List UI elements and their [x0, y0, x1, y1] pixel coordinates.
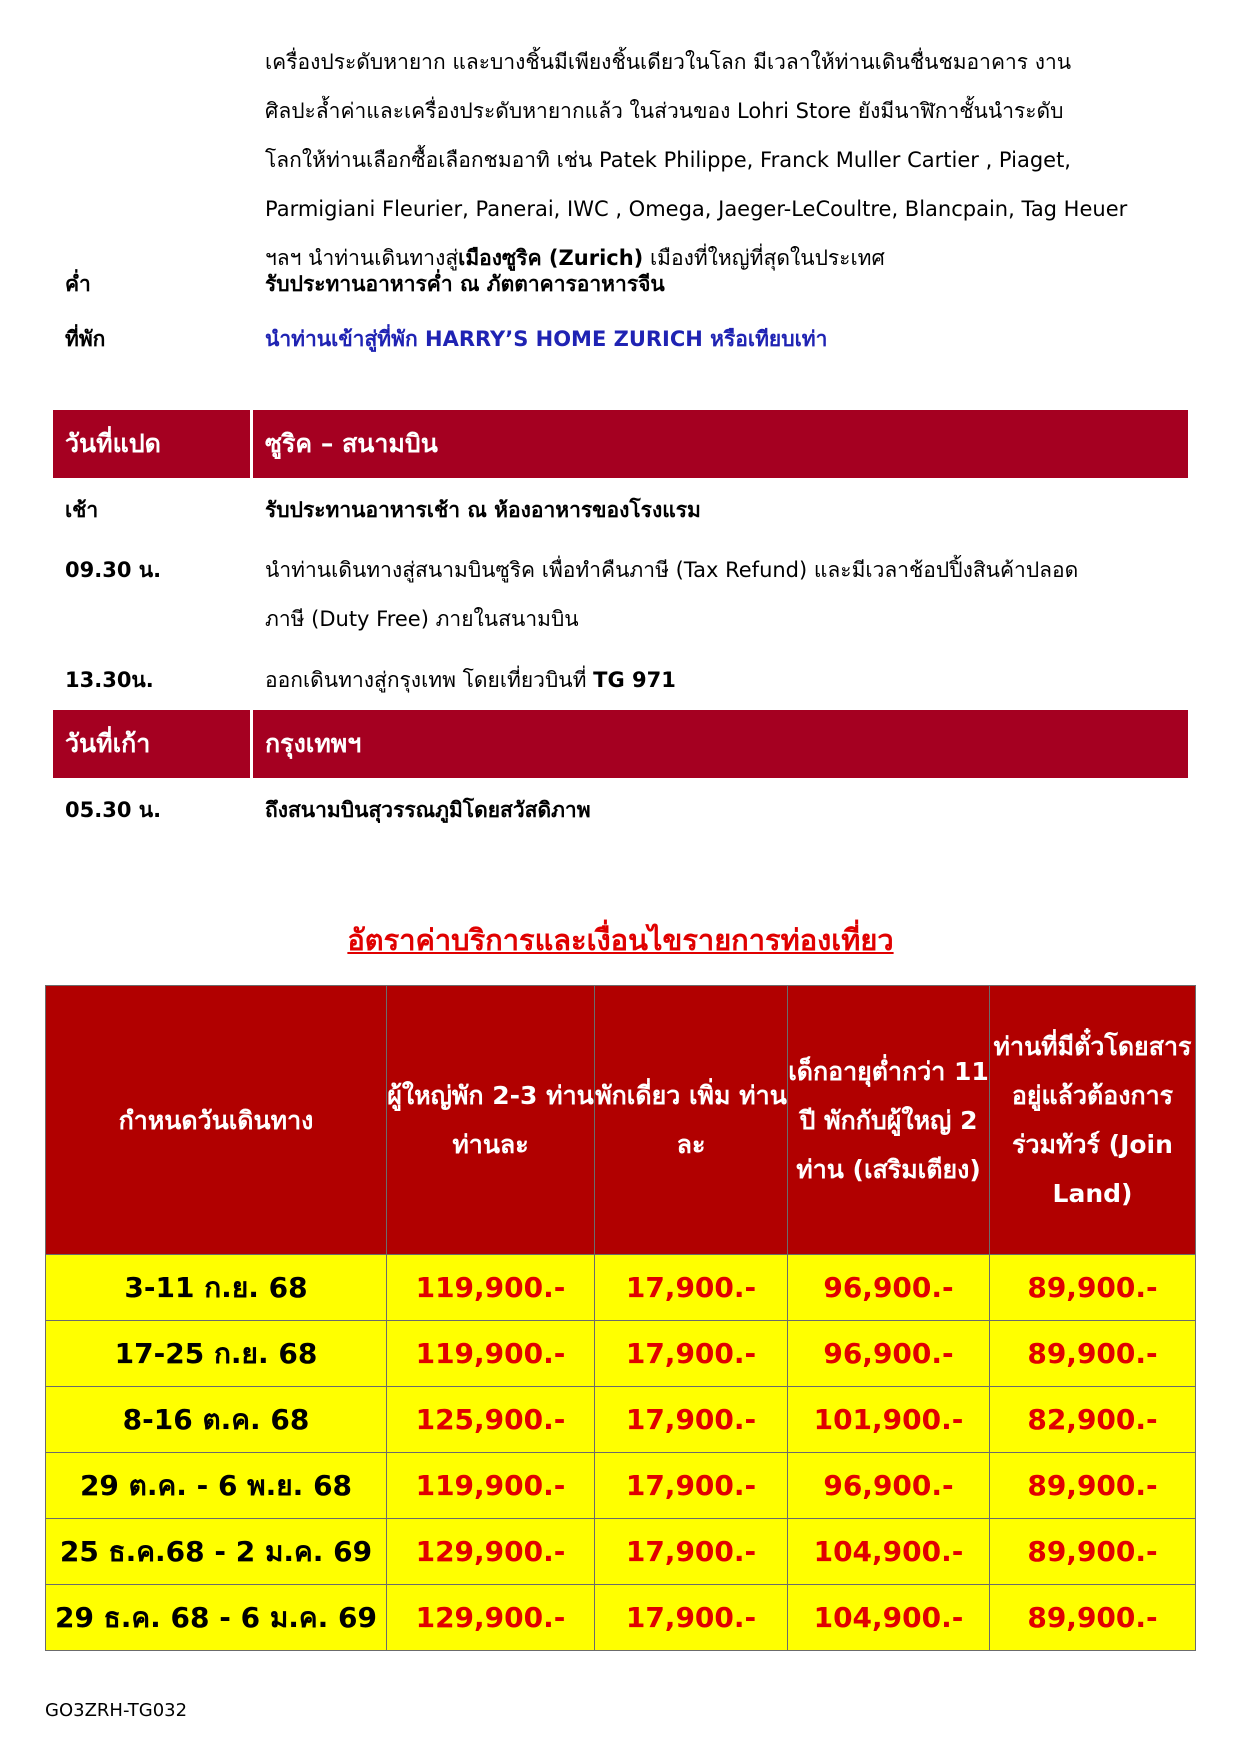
cell-single: 17,900.-: [595, 1255, 788, 1321]
header-joinland: ท่านที่มีตั๋วโดยสารอยู่แล้วต้องการร่วมทัวร์ (Join Land): [990, 986, 1196, 1255]
day-8-header: [53, 410, 1188, 478]
pricing-title: อัตราค่าบริการและเงื่อนไขรายการท่องเที่ยว: [347, 923, 894, 957]
row-time: เช้า: [65, 498, 99, 522]
row-time: ที่พัก: [65, 327, 106, 351]
cell-joinland: 82,900.-: [990, 1387, 1196, 1453]
cell-child: 101,900.-: [788, 1387, 990, 1453]
cell-single: 17,900.-: [595, 1453, 788, 1519]
header-child: เด็กอายุต่ำกว่า 11 ปี พักกับผู้ใหญ่ 2 ท่าน (เสริมเตียง): [788, 986, 990, 1255]
cell-child: 96,900.-: [788, 1321, 990, 1387]
hotel-name: นำท่านเข้าสู่ที่พัก HARRY’S HOME ZURICH หรือเทียบเท่า: [265, 327, 828, 351]
cell-date: 8-16 ต.ค. 68: [46, 1387, 387, 1453]
table-header-row: [46, 986, 1196, 1255]
cell-date: 17-25 ก.ย. 68: [46, 1321, 387, 1387]
table-row: [46, 1453, 1196, 1519]
day-9-header: [53, 710, 1188, 778]
cell-joinland: 89,900.-: [990, 1453, 1196, 1519]
intro-line: ฯลฯ นำท่านเดินทางสู่เมืองซูริค (Zurich) เมืองที่ใหญ่ที่สุดในประเทศ: [265, 246, 885, 270]
divider: [250, 410, 253, 478]
table-row: [46, 1519, 1196, 1585]
row-desc: รับประทานอาหารเช้า ณ ห้องอาหารของโรงแรม: [265, 498, 701, 522]
day-title: กรุงเทพฯ: [265, 729, 362, 758]
row-desc: นำท่านเดินทางสู่สนามบินซูริค เพื่อทำคืนภาษี (Tax Refund) และมีเวลาช้อปปิ้งสินค้าปลอด ภาษี (Duty Free) ภายในสนามบิน: [265, 558, 1079, 631]
cell-single: 17,900.-: [595, 1387, 788, 1453]
cell-single: 17,900.-: [595, 1585, 788, 1651]
cell-date: 3-11 ก.ย. 68: [46, 1255, 387, 1321]
cell-single: 17,900.-: [595, 1519, 788, 1585]
cell-adult: 129,900.-: [387, 1585, 595, 1651]
cell-child: 96,900.-: [788, 1453, 990, 1519]
day-label: วันที่แปด: [65, 429, 161, 458]
row-time: 13.30น.: [65, 668, 154, 692]
row-time: ค่ำ: [65, 272, 91, 296]
cell-single: 17,900.-: [595, 1321, 788, 1387]
cell-child: 104,900.-: [788, 1585, 990, 1651]
row-desc: รับประทานอาหารค่ำ ณ ภัตตาคารอาหารจีน: [265, 272, 665, 296]
table-row: [46, 1321, 1196, 1387]
cell-joinland: 89,900.-: [990, 1321, 1196, 1387]
cell-date: 25 ธ.ค.68 - 2 ม.ค. 69: [46, 1519, 387, 1585]
flight-number: TG 971: [593, 668, 676, 692]
row-time: 05.30 น.: [65, 798, 162, 822]
cell-adult: 119,900.-: [387, 1255, 595, 1321]
table-row: [46, 1255, 1196, 1321]
day-label: วันที่เก้า: [65, 729, 151, 758]
row-time: 09.30 น.: [65, 558, 162, 582]
cell-child: 96,900.-: [788, 1255, 990, 1321]
header-single: พักเดี่ยว เพิ่ม ท่านละ: [595, 986, 788, 1255]
cell-adult: 125,900.-: [387, 1387, 595, 1453]
zurich-highlight: เมืองซูริค (Zurich): [458, 246, 644, 270]
cell-adult: 119,900.-: [387, 1453, 595, 1519]
row-desc: ถึงสนามบินสุวรรณภูมิโดยสวัสดิภาพ: [265, 798, 591, 822]
day-title: ซูริค – สนามบิน: [265, 429, 438, 458]
row-desc: ออกเดินทางสู่กรุงเทพ โดยเที่ยวบินที่ TG 971: [265, 668, 676, 692]
intro-line: โลกให้ท่านเลือกซื้อเลือกชมอาทิ เช่น Patek Philippe, Franck Muller Cartier , Piaget,: [265, 148, 1071, 172]
header-adult: ผู้ใหญ่พัก 2-3 ท่าน ท่านละ: [387, 986, 595, 1255]
cell-joinland: 89,900.-: [990, 1519, 1196, 1585]
tour-code: GO3ZRH-TG032: [45, 1700, 188, 1721]
intro-line: ศิลปะล้ำค่าและเครื่องประดับหายากแล้ว ในส่วนของ Lohri Store ยังมีนาฬิกาชั้นนำระดับ: [265, 99, 1064, 123]
cell-adult: 129,900.-: [387, 1519, 595, 1585]
cell-date: 29 ต.ค. - 6 พ.ย. 68: [46, 1453, 387, 1519]
table-row: [46, 1387, 1196, 1453]
cell-joinland: 89,900.-: [990, 1255, 1196, 1321]
cell-date: 29 ธ.ค. 68 - 6 ม.ค. 69: [46, 1585, 387, 1651]
cell-child: 104,900.-: [788, 1519, 990, 1585]
intro-line: Parmigiani Fleurier, Panerai, IWC , Omega, Jaeger-LeCoultre, Blancpain, Tag Heuer: [265, 197, 1128, 221]
intro-line: เครื่องประดับหายาก และบางชิ้นมีเพียงชิ้นเดียวในโลก มีเวลาให้ท่านเดินชื่นชมอาคาร งาน: [265, 50, 1072, 74]
table-row: [46, 1585, 1196, 1651]
divider: [250, 710, 253, 778]
header-date: กำหนดวันเดินทาง: [46, 986, 387, 1255]
cell-adult: 119,900.-: [387, 1321, 595, 1387]
intro-paragraph: [265, 38, 1185, 283]
pricing-table: [45, 985, 1196, 1651]
cell-joinland: 89,900.-: [990, 1585, 1196, 1651]
